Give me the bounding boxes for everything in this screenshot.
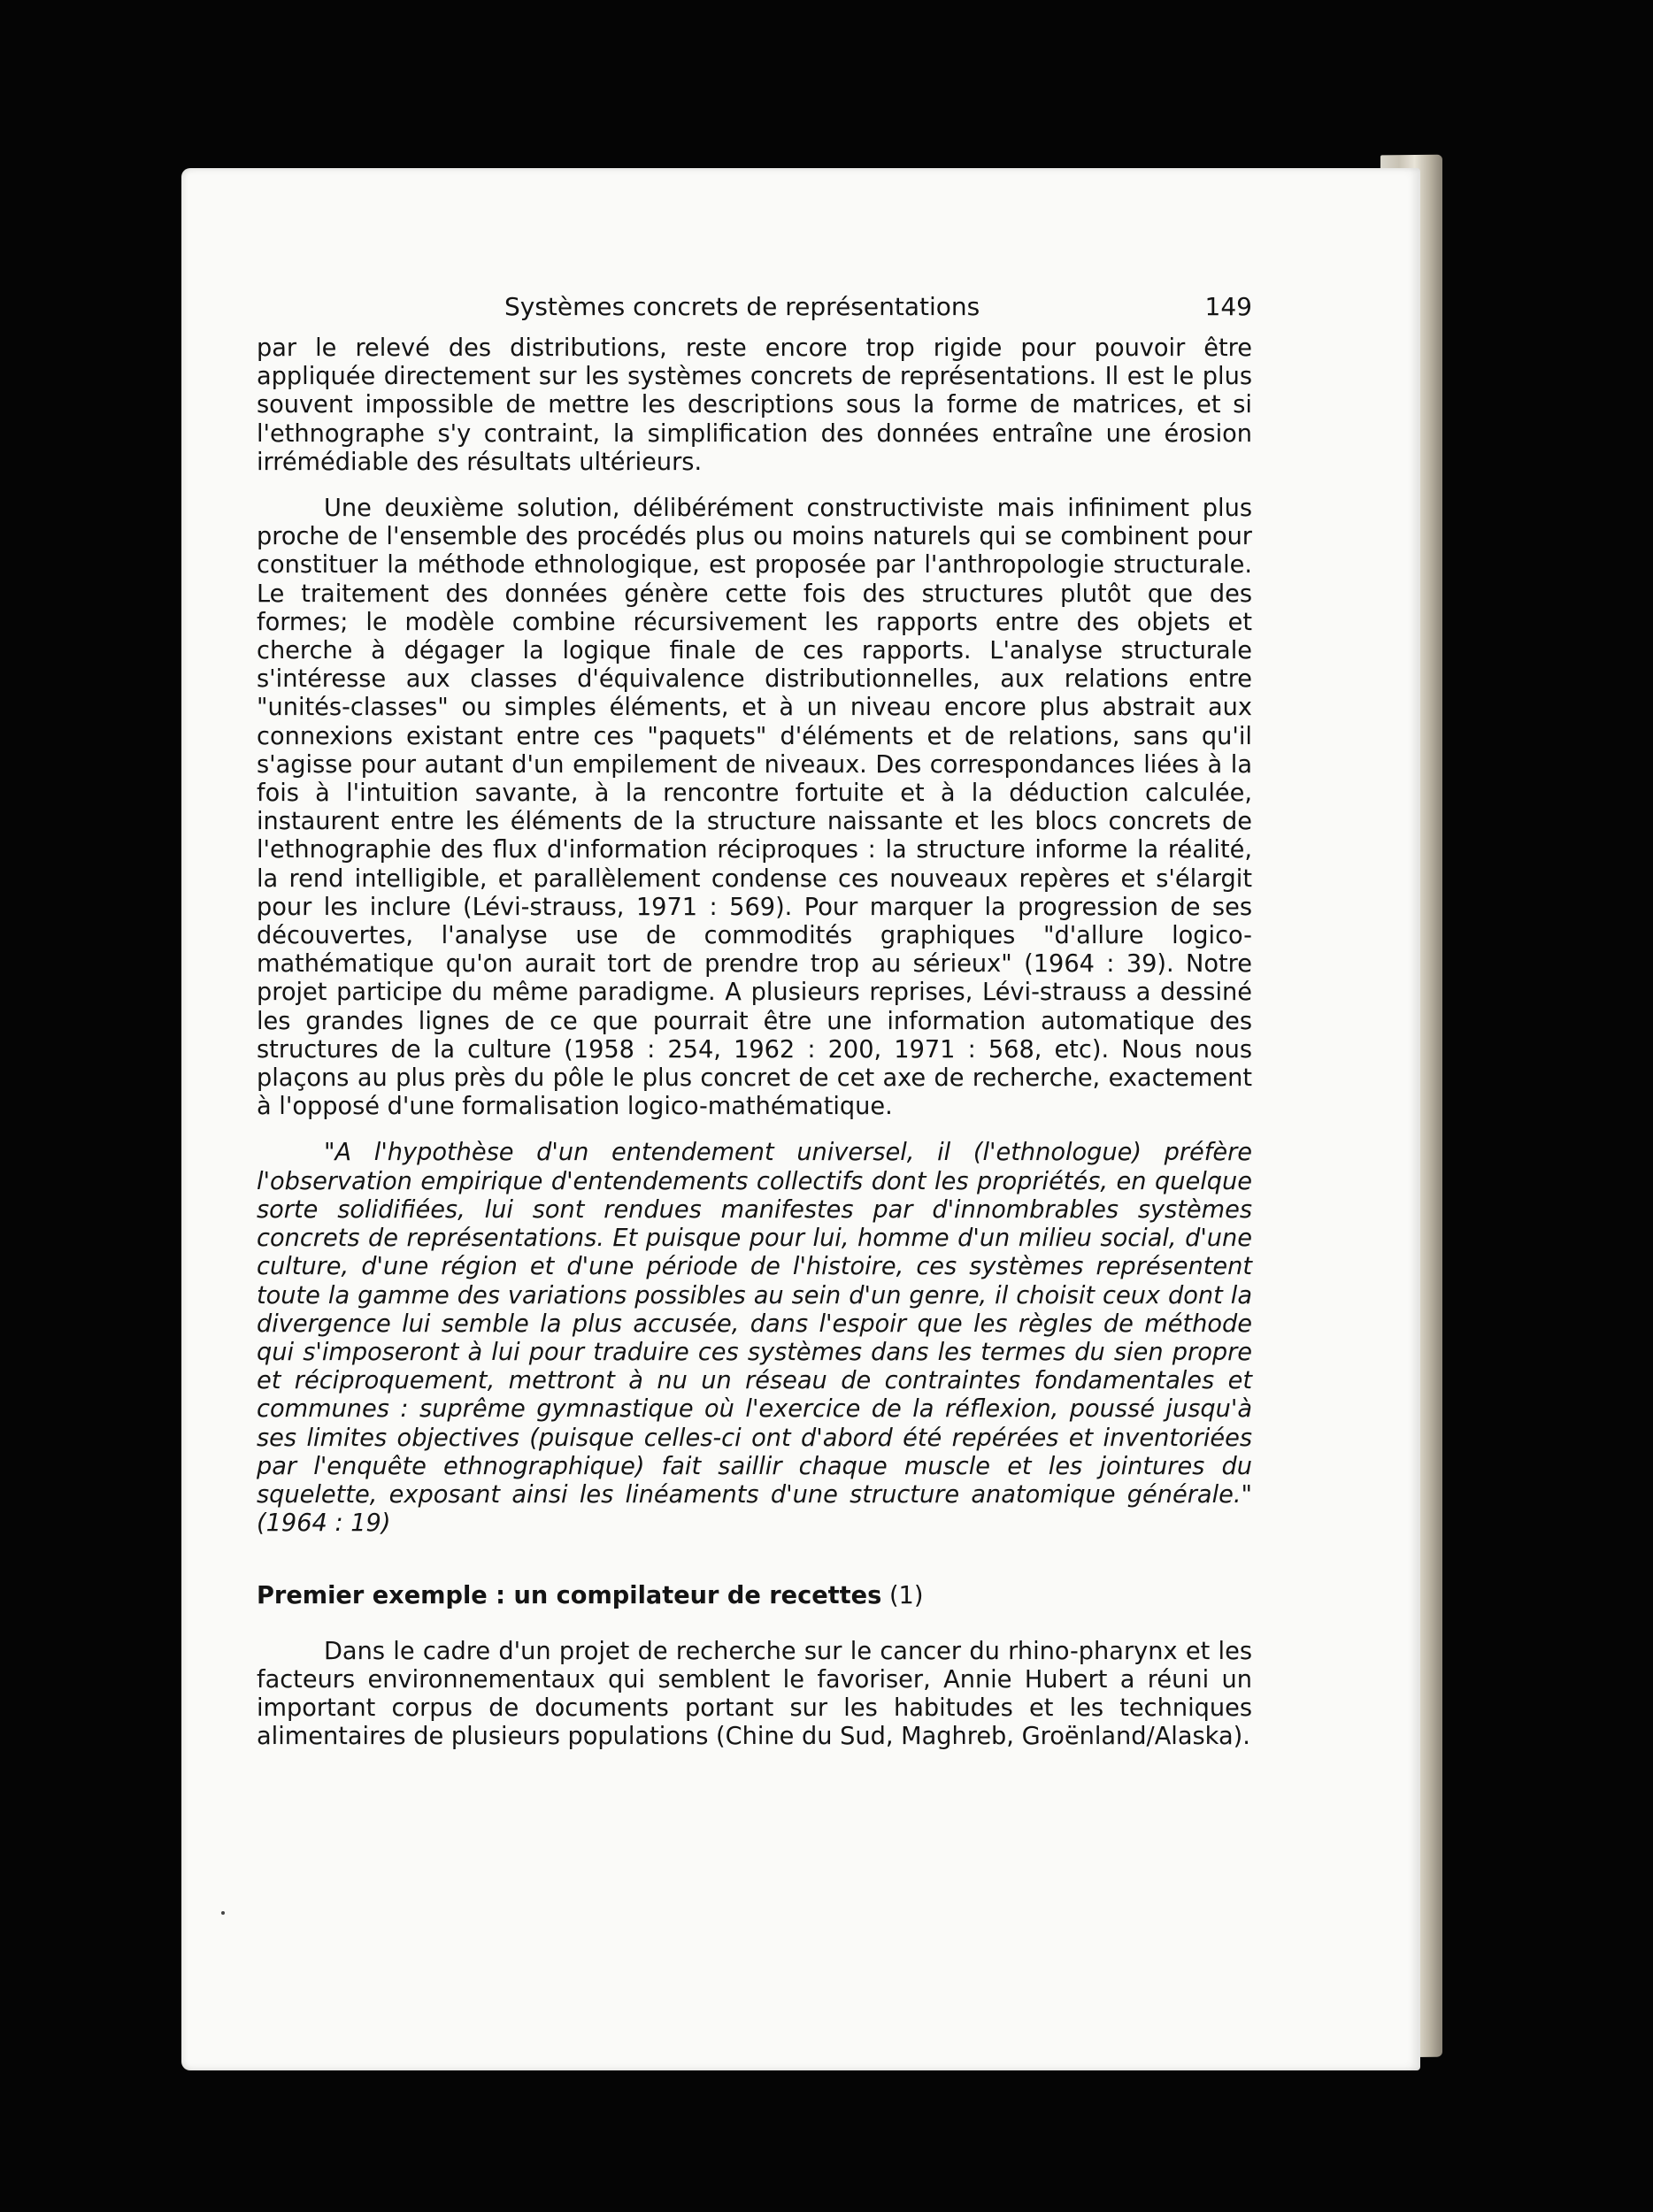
running-head: [257, 292, 1252, 334]
block-quote: "A l'hypothèse d'un entendement universel, il (l'ethnologue) préfère l'observation empirique d'entendements collectifs dont les propriétés, en quelque sorte solidifiées, lui sont rendues manifestes par d'innombrables systèmes concrets de représentations. Et puisque pour lui, homme d'un milieu social, d'une culture, d'une région et d'une période de l'histoire, ces systèmes représentent toute la gamme des variations possibles au sein d'un genre, il choisit ceux dont la divergence lui semble la plus accusée, dans l'espoir que les règles de méthode qui s'imposeront à lui pour traduire ces systèmes dans les termes du sien propre et réciproquement, mettront à nu un réseau de contraintes fondamentales et communes : suprême gymnastique où l'exercice de la réflexion, poussé jusqu'à ses limites objectives (puisque celles-ci ont d'abord été repérées et inventoriées par l'enquête ethnographique) fait saillir chaque muscle et les jointures du squelette, exposant ainsi les linéaments d'une structure anatomique générale." (1964 : 19): [257, 1139, 1252, 1538]
section-heading: [257, 1582, 1252, 1610]
speck: [221, 1911, 225, 1915]
paragraph-1: par le relevé des distributions, reste encore trop rigide pour pouvoir être appliquée directement sur les systèmes concrets de représentations. Il est le plus souvent impossible de mettre les descriptions sous la forme de matrices, et si l'ethnographe s'y contraint, la simplification des données entraîne une érosion irrémédiable des résultats ultérieurs.: [257, 334, 1252, 476]
section-heading-text: Premier exemple : un compilateur de recettes: [257, 1582, 882, 1610]
book-page: [181, 168, 1420, 2070]
paragraph-3: Dans le cadre d'un projet de recherche sur le cancer du rhino-pharynx et les facteurs environnementaux qui semblent le favoriser, Annie Hubert a réuni un important corpus de documents portant sur les habitudes et les techniques alimentaires de plusieurs populations (Chine du Sud, Maghreb, Groënland/Alaska).: [257, 1637, 1252, 1751]
page-content: [257, 292, 1252, 1751]
running-title: Systèmes concrets de représentations: [504, 292, 980, 321]
footnote-ref: (1): [888, 1582, 924, 1610]
page-number: 149: [1204, 292, 1252, 321]
paragraph-2: Une deuxième solution, délibérément constructiviste mais infiniment plus proche de l'ensemble des procédés plus ou moins naturels qui se combinent pour constituer la méthode ethnologique, est proposée par l'anthropologie structurale. Le traitement des données génère cette fois des structures plutôt que des formes; le modèle combine récursivement les rapports entre des objets et cherche à dégager la logique finale de ces rapports. L'analyse structurale s'intéresse aux classes d'équivalence distributionnelles, aux relations entre "unités-classes" ou simples éléments, et à un niveau encore plus abstrait aux connexions existant entre ces "paquets" d'éléments et de relations, sans qu'il s'agisse pour autant d'un empilement de niveaux. Des correspondances liées à la fois à l'intuition savante, à la rencontre fortuite et à la déduction calculée, instaurent entre les éléments de la structure naissante et les blocs concrets de l'ethnographie des flux d'information réciproques : la structure informe la réalité, la rend intelligible, et parallèlement condense ces nouveaux repères et s'élargit pour les inclure (Lévi-strauss, 1971 : 569). Pour marquer la progression de ses découvertes, l'analyse use de commodités graphiques "d'allure logico-mathématique qu'on aurait tort de prendre trop au sérieux" (1964 : 39). Notre projet participe du même paradigme. A plusieurs reprises, Lévi-strauss a dessiné les grandes lignes de ce que pourrait être une information automatique des structures de la culture (1958 : 254, 1962 : 200, 1971 : 568, etc). Nous nous plaçons au plus près du pôle le plus concret de cet axe de recherche, exactement à l'opposé d'une formalisation logico-mathématique.: [257, 495, 1252, 1121]
